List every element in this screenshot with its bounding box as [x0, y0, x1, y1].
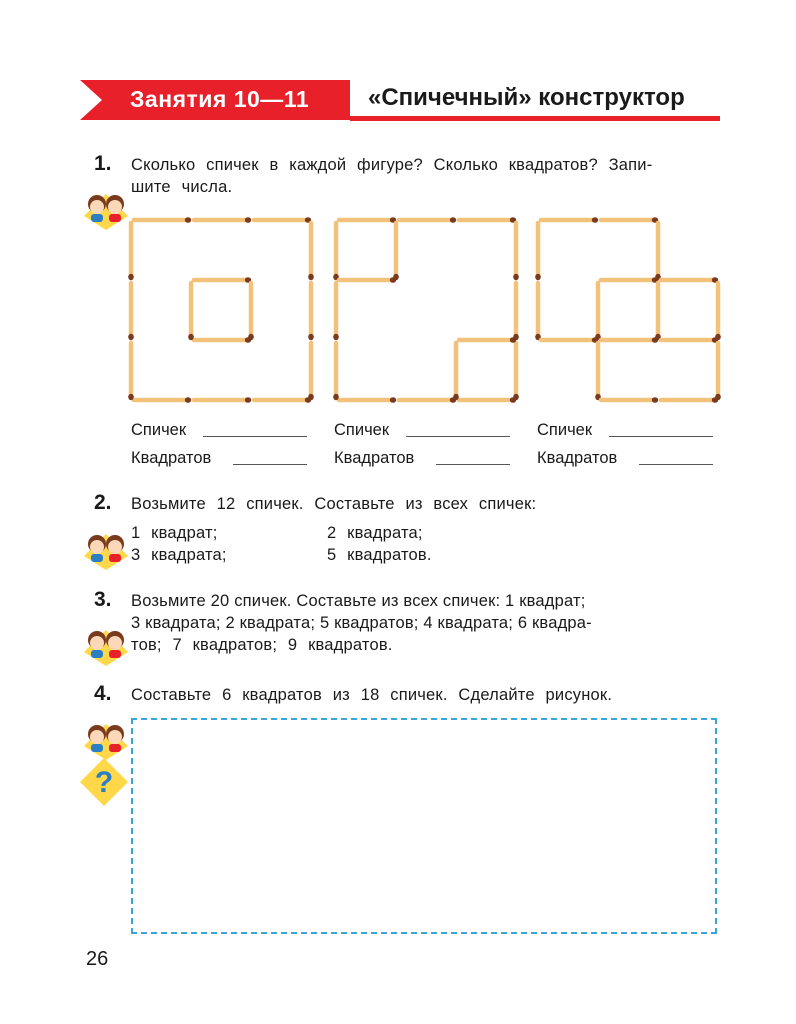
fig3-matches-blank[interactable]: [609, 436, 713, 437]
matchstick: [459, 217, 516, 223]
matchstick: [535, 223, 541, 280]
task2-option-3: 3 квадрата;: [131, 546, 227, 564]
matchstick: [339, 397, 396, 403]
task2-option-4: 5 квадратов.: [327, 546, 432, 564]
question-icon: [78, 756, 130, 808]
matchstick: [308, 283, 314, 340]
task2-number: 2.: [94, 491, 112, 514]
matchstick: [535, 283, 541, 340]
svg-text:?: ?: [94, 766, 114, 799]
task1-text-line1: Сколько спичек в каждой фигуре? Сколько квадратов? Запи-: [131, 156, 653, 174]
task2-option-1: 1 квадрат;: [131, 524, 218, 542]
fig2-squares-label: Квадратов: [334, 449, 415, 467]
matchstick: [194, 337, 251, 343]
matchstick: [661, 397, 718, 403]
task2-option-2: 2 квадрата;: [327, 524, 423, 542]
matchstick: [661, 337, 718, 343]
matchstick: [188, 283, 194, 340]
matchstick: [308, 223, 314, 280]
matchstick: [308, 343, 314, 400]
matchstick: [128, 343, 134, 400]
matchstick: [655, 283, 661, 340]
matchstick: [661, 277, 718, 283]
matchstick: [541, 337, 598, 343]
matchstick: [194, 217, 251, 223]
fig1-matches-blank[interactable]: [203, 436, 307, 437]
task1-number: 1.: [94, 152, 112, 175]
matchstick: [194, 277, 251, 283]
matchstick: [541, 217, 598, 223]
matchstick: [595, 283, 601, 340]
matchstick: [601, 277, 658, 283]
fig3-squares-label: Квадратов: [537, 449, 618, 467]
children-icon: [80, 526, 132, 570]
matchstick: [339, 277, 396, 283]
matchstick: [655, 223, 661, 280]
task1-text-line2: шите числа.: [131, 178, 233, 196]
matchstick: [248, 283, 254, 340]
fig1-squares-label: Квадратов: [131, 449, 212, 467]
matchstick: [194, 397, 251, 403]
fig2-matches-label: Спичек: [334, 421, 390, 439]
fig1-matches-label: Спичек: [131, 421, 187, 439]
matchstick: [254, 217, 311, 223]
matchstick: [513, 343, 519, 400]
matchstick: [459, 397, 516, 403]
children-icon: [80, 716, 132, 760]
children-icon: [80, 622, 132, 666]
matchstick: [128, 283, 134, 340]
matchstick: [333, 283, 339, 340]
lesson-title: Занятия 10—11: [130, 86, 310, 112]
matchstick: [459, 337, 516, 343]
matchstick: [601, 397, 658, 403]
fig2-matches-blank[interactable]: [406, 436, 510, 437]
matchstick: [601, 337, 658, 343]
task3-number: 3.: [94, 588, 112, 611]
matchstick: [453, 343, 459, 400]
matchstick: [513, 283, 519, 340]
matchstick: [393, 223, 399, 280]
fig1-squares-blank[interactable]: [233, 464, 307, 465]
matchstick: [399, 397, 456, 403]
matchstick: [399, 217, 456, 223]
page-title: «Спичечный» конструктор: [368, 84, 685, 111]
task3-text-line1: Возьмите 20 спичек. Составьте из всех спичек: 1 квадрат;: [131, 592, 586, 610]
matchstick: [128, 223, 134, 280]
drawing-area[interactable]: [131, 718, 717, 934]
matchstick: [333, 223, 339, 280]
task2-text: Возьмите 12 спичек. Составьте из всех спичек:: [131, 495, 537, 513]
matchstick: [254, 397, 311, 403]
matchstick: [134, 217, 191, 223]
matchstick: [601, 217, 658, 223]
matchstick: [595, 343, 601, 400]
matchstick: [715, 343, 721, 400]
page-number: 26: [86, 948, 109, 970]
matchstick: [333, 343, 339, 400]
fig3-squares-blank[interactable]: [639, 464, 713, 465]
matchstick: [513, 223, 519, 280]
task3-text-line3: тов; 7 квадратов; 9 квадратов.: [131, 636, 393, 654]
task3-text-line2: 3 квадрата; 2 квадрата; 5 квадратов; 4 квадрата; 6 квадра-: [131, 614, 592, 632]
task4-text: Составьте 6 квадратов из 18 спичек. Сделайте рисунок.: [131, 686, 613, 704]
matchstick: [715, 283, 721, 340]
matchstick: [339, 217, 396, 223]
task4-number: 4.: [94, 682, 112, 705]
fig3-matches-label: Спичек: [537, 421, 593, 439]
fig2-squares-blank[interactable]: [436, 464, 510, 465]
matchstick: [134, 397, 191, 403]
